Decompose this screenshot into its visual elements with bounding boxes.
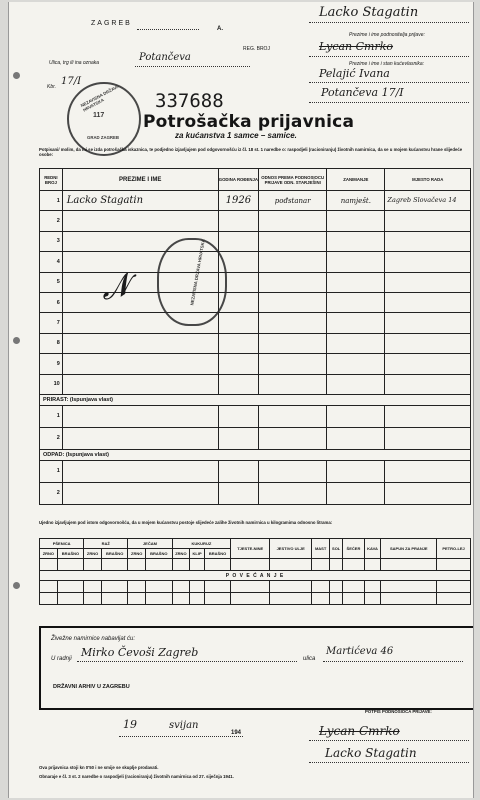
city-label: ZAGREB	[91, 20, 132, 27]
landlord-address: Potančeva 17/I	[321, 86, 404, 99]
applicant-signature: Lacko Stagatin	[325, 746, 417, 760]
shop-street-value: Martićeva 46	[326, 646, 394, 657]
shop-label: U radnji	[51, 656, 72, 662]
row-number: 9	[40, 354, 63, 374]
landlord-name: Pelajić Ivana	[319, 67, 390, 80]
row-number: 7	[40, 313, 63, 333]
stamp-date: 117	[93, 112, 105, 119]
row-number: 4	[40, 252, 63, 272]
row-number: 6	[40, 292, 63, 312]
table-row	[40, 211, 471, 231]
supply-header: ŠEĆER	[343, 539, 364, 559]
supplies-table	[39, 538, 471, 605]
grain-header: RAŽ	[84, 539, 128, 549]
kbr-value: 17/I	[61, 76, 82, 87]
form-title: Potrošačka prijavnica	[143, 112, 355, 132]
col-header: REDNI BROJ	[40, 169, 63, 191]
stamp-text-top: NEZAVISNA DRŽAVA HRVATSKA	[189, 238, 206, 306]
table-row	[40, 333, 471, 353]
grain-header: PŠENICA	[40, 539, 84, 549]
supply-header: PETRO-LEJ	[437, 539, 471, 559]
street-label: Ulica, trg ili ina oznaka	[49, 60, 100, 66]
col-header: GODINA ROĐENJA	[218, 169, 259, 191]
relation: pođstanar	[259, 191, 327, 211]
row-number: 5	[40, 272, 63, 292]
date-day: 19	[123, 718, 137, 731]
row-number: 3	[40, 231, 63, 251]
applicant-label: Prezime i ime podnositelja prijave:	[349, 32, 425, 38]
sub-header: KLIP	[190, 549, 205, 559]
declaration-text: Ujedno izjavljujem pod istom odgovornošću, da u mojem kućanstvu postoje slijedeće zalihe životnih namirnica u kilogramima odnosno litrama:	[39, 520, 333, 525]
price-note: Ova prijavnica stoji kn 0'50 i ne smije se skuplje prodavati.	[39, 765, 159, 770]
person-name: Lacko Stagatin	[62, 191, 218, 211]
stamp-text-top: NEZAVISNA DRŽAVA HRVATSKA	[79, 83, 120, 113]
applicant-signature-top: Lacko Stagatin	[319, 5, 419, 20]
col-header: PREZIME I IME	[62, 169, 218, 191]
signature-scribble: 𝓝	[97, 267, 134, 308]
row-number: 2	[40, 482, 63, 504]
table-row	[40, 460, 471, 482]
prirast-label: PRIRAST: (Ispunjava vlast)	[40, 394, 471, 405]
table-row	[40, 252, 471, 272]
col-header: ODNOS PREMA PODNOSIOCU PRIJAVE ODN. STARJEŠINI	[259, 169, 327, 191]
row-number: 1	[40, 405, 63, 427]
supply-header: TJESTE-NINE	[231, 539, 270, 559]
supply-header: KAVA	[364, 539, 381, 559]
grain-header: JEČAM	[128, 539, 172, 549]
supply-header: SAPUN ZA PRANJE	[381, 539, 437, 559]
stamp-text-bottom: GRAD ZAGREB	[87, 135, 119, 140]
intro-text: Potpisani/ molim, da mi se izda potrošačka iskaznica, te podjedno izjavljujem pod odgovornošću iz čl. 18 st. 1 naredbe o: raspodjeli (racioniranju) životnih namirnica, da se u mojem kućanstvu hrane slijedeće osobe:	[39, 147, 463, 157]
reg-label: REG. BROJ	[243, 46, 270, 52]
regulation-note: Obnaraje e čl. 3 st. 2 naredbe o raspodjeli (racioniranju) životnih namirnica od 27. siječnja 1941.	[39, 774, 234, 779]
punch-hole	[13, 72, 20, 79]
table-row	[40, 313, 471, 333]
sub-header: BRAŠNO	[101, 549, 127, 559]
grain-header: KUKURUZ	[172, 539, 231, 549]
sub-header: BRAŠNO	[146, 549, 172, 559]
row-number: 10	[40, 374, 63, 394]
date-year: 194	[231, 730, 242, 736]
archive-stamp: DRŽAVNI ARHIV U ZAGREBU	[53, 684, 130, 690]
col-header: ZANIMANJE	[327, 169, 385, 191]
table-row	[40, 354, 471, 374]
shop-value: Mirko Čevoši Zagreb	[81, 646, 199, 659]
table-row	[40, 191, 471, 211]
sub-header: BRAŠNO	[204, 549, 230, 559]
struck-name: Lycan Cmrko	[319, 40, 394, 53]
occupation: namješt.	[327, 191, 385, 211]
street-label-2: ulica	[303, 656, 316, 662]
landlord-label: Prezime i ime i stan kućevlasnika:	[349, 61, 425, 67]
signature-label: POTPIS PODNOSIOCA PRIJAVE:	[365, 709, 432, 714]
table-row	[40, 231, 471, 251]
table-row	[40, 405, 471, 427]
workplace: Zagreb Slovačeva 14	[385, 191, 471, 211]
sub-header: ZRNO	[172, 549, 190, 559]
letter-label: A.	[217, 26, 223, 32]
table-row	[40, 374, 471, 394]
col-header: MJESTO RADA	[385, 169, 471, 191]
table-row	[40, 427, 471, 449]
date-month: svijan	[169, 720, 199, 731]
kbr-label: Kbr.	[47, 84, 56, 90]
form-sheet	[8, 2, 474, 798]
birth-year: 1926	[218, 191, 259, 211]
sub-header: ZRNO	[84, 549, 102, 559]
form-subtitle: za kućanstva 1 samce – samice.	[175, 131, 297, 140]
increase-label: P O V E Ć A N J E	[40, 571, 471, 581]
supply-header: JESTIVO ULJE	[270, 539, 312, 559]
official-stamp	[67, 82, 141, 156]
food-supply-box	[39, 626, 474, 710]
sub-header: BRAŠNO	[57, 549, 83, 559]
food-label: Živežne namirnice nabavljat ću:	[51, 636, 136, 642]
supply-header: SOL	[330, 539, 343, 559]
row-number: 2	[40, 211, 63, 231]
stamp-number: 337688	[155, 90, 224, 112]
row-number: 2	[40, 427, 63, 449]
odpad-label: ODPAD: (Ispunjava vlast)	[40, 449, 471, 460]
row-number: 1	[40, 191, 63, 211]
persons-table	[39, 168, 471, 505]
punch-hole	[13, 582, 20, 589]
row-number: 8	[40, 333, 63, 353]
official-stamp-2	[157, 238, 227, 326]
supply-header: MAST	[312, 539, 330, 559]
sub-header: ZRNO	[40, 549, 58, 559]
punch-hole	[13, 337, 20, 344]
street-value: Potančeva	[139, 52, 191, 63]
table-row	[40, 482, 471, 504]
row-number: 1	[40, 460, 63, 482]
sub-header: ZRNO	[128, 549, 146, 559]
struck-signature: Lycan Cmrko	[319, 724, 400, 738]
